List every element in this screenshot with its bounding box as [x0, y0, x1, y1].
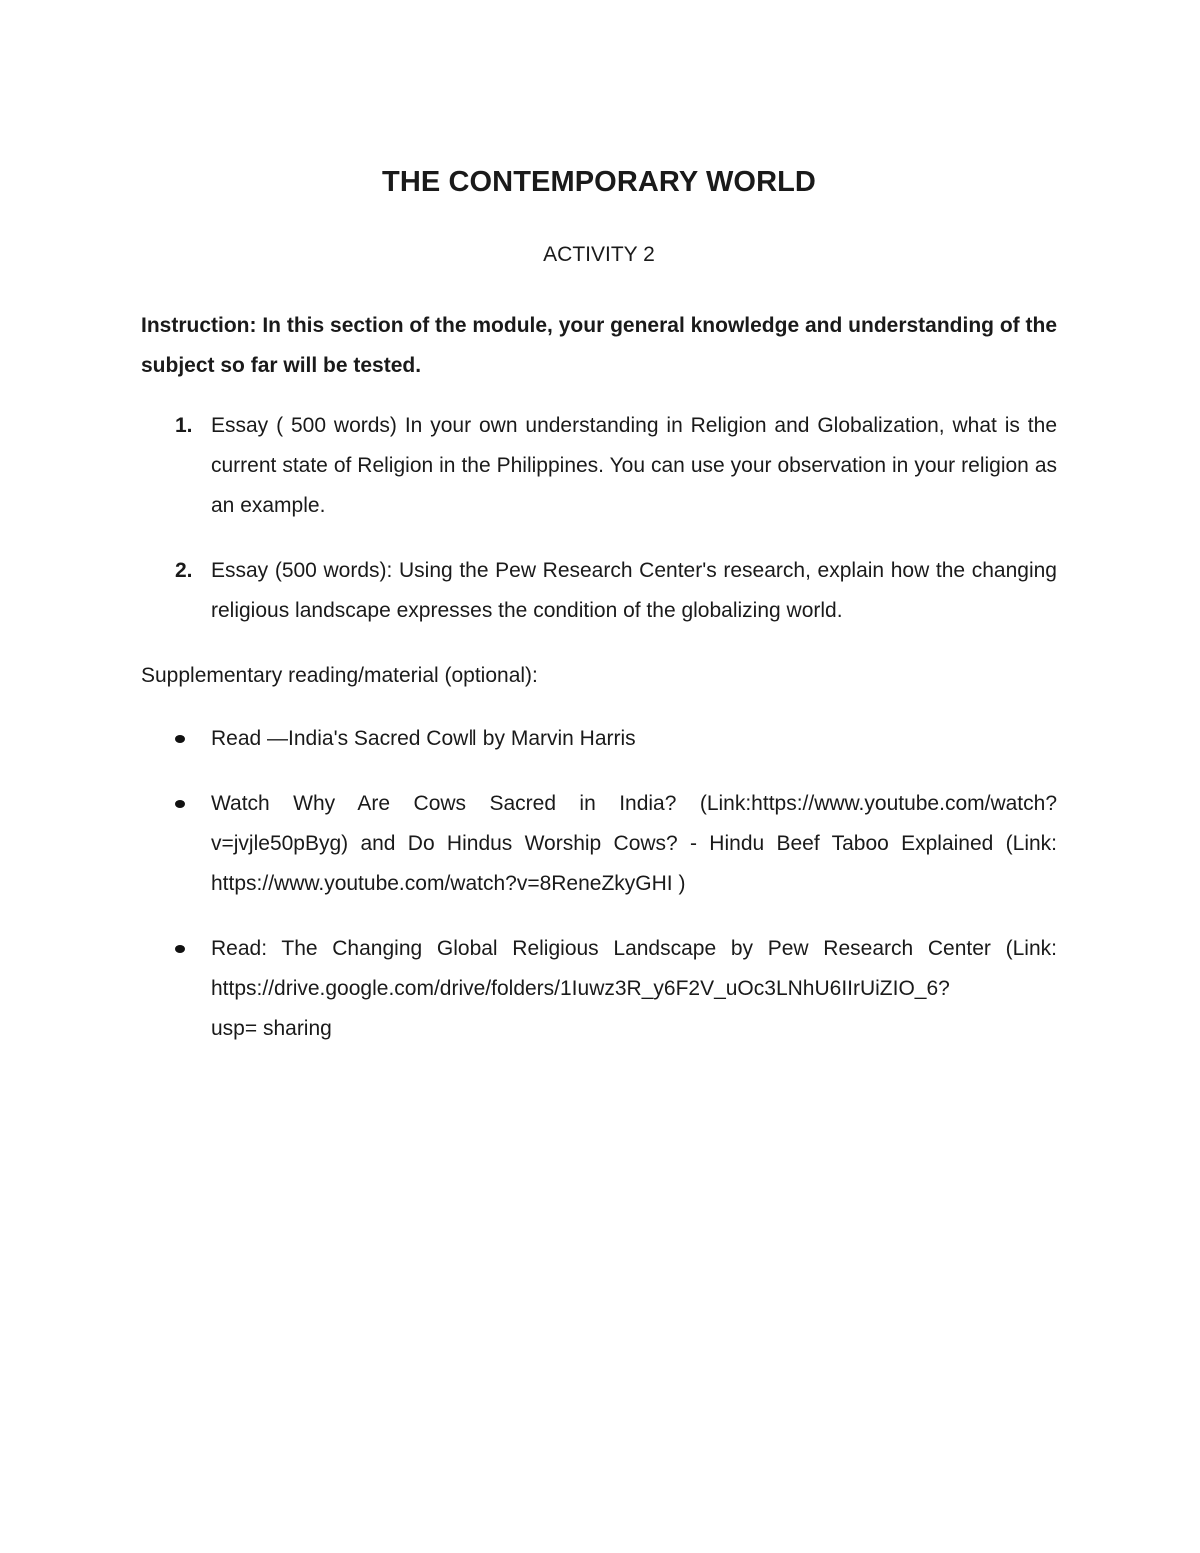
reading-item-1: [141, 719, 1057, 759]
reading-line: Read: The Changing Global Religious Landscape by Pew Research Center (Link:: [211, 937, 1057, 960]
reading-line: usp= sharing: [211, 1017, 332, 1040]
drive-link[interactable]: https://drive.google.com/drive/folders/1Iuwz3R_y6F2V_uOc3LNhU6IIrUiZIO_6?: [211, 977, 950, 1000]
essay-text: Essay (500 words): Using the Pew Research Center's research, explain how the changing religious landscape expresses the condition of the globalizing world.: [211, 559, 1057, 622]
bullet-icon: [175, 945, 185, 953]
reading-item-2: [141, 784, 1057, 904]
reading-text: Watch Why Are Cows Sacred in India? (Link:https://www.youtube.com/watch?v=jvjle50pByg) and Do Hindus Worship Cows? - Hindu Beef Taboo Explained (Link: https://www.youtube.com/watch?v=8ReneZkyGHI ): [211, 792, 1057, 895]
reading-text: [211, 929, 1057, 1049]
reading-item-3: [141, 929, 1057, 1049]
bullet-icon: [175, 800, 185, 808]
reading-text: Read ―India's Sacred Cow‖ by Marvin Harris: [211, 727, 636, 750]
activity-heading: ACTIVITY 2: [543, 243, 655, 266]
essay-number: 2.: [175, 559, 193, 582]
essay-number: 1.: [175, 414, 193, 437]
bullet-icon: [175, 735, 185, 743]
essay-text: Essay ( 500 words) In your own understanding in Religion and Globalization, what is the current state of Religion in the Philippines. You can use your observation in your religion as an example.: [211, 414, 1057, 517]
document-title: THE CONTEMPORARY WORLD: [382, 166, 816, 198]
essay-item-2: [141, 551, 1057, 631]
instruction-paragraph: Instruction: In this section of the module, your general knowledge and understanding of the subject so far will be tested.: [141, 314, 1057, 377]
supplementary-heading: Supplementary reading/material (optional):: [141, 664, 538, 687]
essay-item-1: [141, 406, 1057, 526]
